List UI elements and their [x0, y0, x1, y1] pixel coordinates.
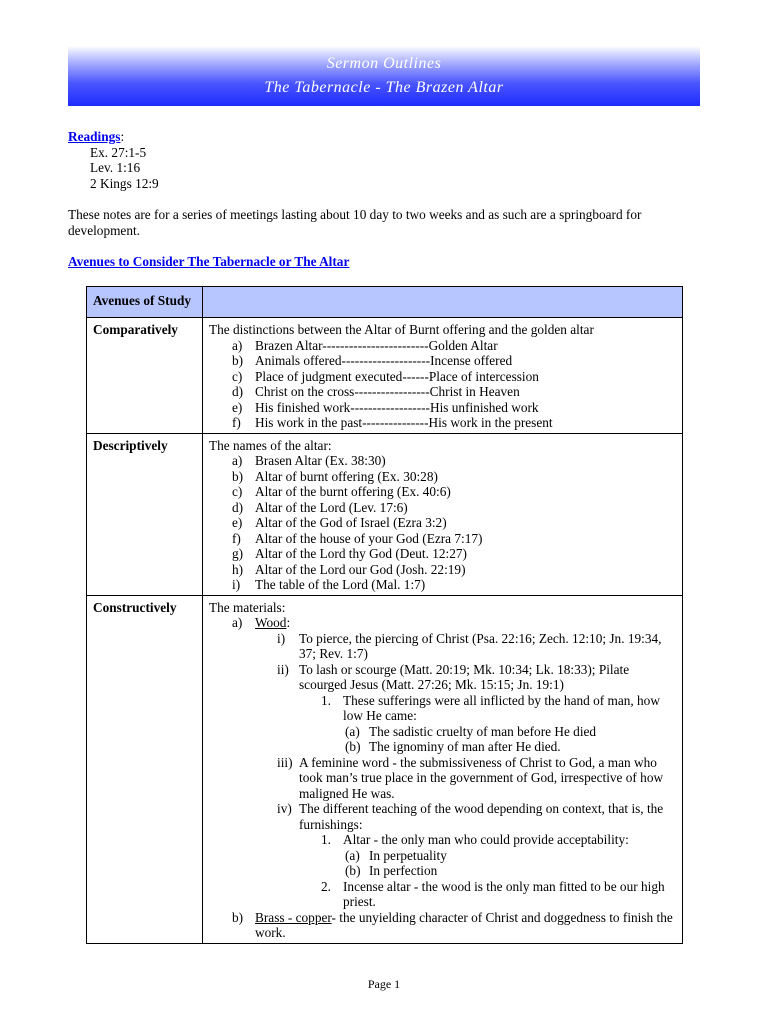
list-item [209, 484, 676, 500]
descriptively-intro: The names of the altar: [209, 437, 332, 453]
list-item [209, 400, 676, 416]
row-content-constructively: The materials: a) Wood: i) To pierce, the piercing of Christ (Psa. 22:16; Zech. 12:10; Jn. 19:34, 37; Rev. 1:7) ii) To lash or scourge (Matt. 20:19; Mk. 10:34; Lk. 18:33); Pilate scourged Jesus (Matt. 27:26; Mk. 15:15; Jn. 19:1) 1. These sufferings were all inflicted by the hand of man, how low He came: (a) The sadistic cruelty of man before He died (b) The ignominy of man after He died. iii) A feminine word - the submissiveness of Christ to God, a man who took man’s true place in the government of God, irrespective of how maligned He was. iv) The different teaching of the wood depending on context, that is, the furnishings: 1. Altar - the only man who could provide acceptability: (a) In perpetuality (b) In perfection 2. Incense altar - the wood is the only man fitted to be our high priest. b) Brass - copper- the unyielding character of Christ and doggedness to finish the work. [203, 595, 683, 943]
readings-link[interactable]: Readings [68, 129, 121, 144]
readings-section [68, 129, 159, 191]
list-item-text: Altar of the Lord our God (Josh. 22:19) [255, 561, 466, 577]
list-item-text: Altar of burnt offering (Ex. 30:28) [255, 468, 438, 484]
list-item [209, 562, 676, 578]
table-header-row [87, 287, 683, 318]
wood-point-ii-1b: The ignominy of man after He died. [369, 739, 561, 754]
list-item [209, 546, 676, 562]
list-marker: i) [232, 577, 241, 592]
header-cell-avenues: Avenues of Study [87, 287, 203, 318]
list-marker: b) [232, 353, 244, 368]
list-marker: a) [232, 453, 243, 468]
list-marker: (b) [345, 739, 361, 754]
wood-point-iv-1: Altar - the only man who could provide acceptability: [343, 832, 629, 847]
comparatively-intro: The distinctions between the Altar of Burnt offering and the golden altar [209, 322, 594, 337]
page-banner [68, 46, 700, 106]
list-marker: e) [232, 399, 243, 415]
list-marker: c) [232, 484, 243, 499]
list-marker: 1. [321, 692, 331, 708]
wood-point-i: To pierce, the piercing of Christ (Psa. 22:16; Zech. 12:10; Jn. 19:34, 37; Rev. 1:7) [299, 630, 662, 661]
descriptively-list [209, 453, 676, 593]
list-marker: f) [232, 415, 241, 430]
list-item [209, 415, 676, 431]
row-content-descriptively [203, 433, 683, 595]
list-marker: g) [232, 546, 244, 561]
wood-title: Wood [255, 615, 287, 630]
banner-title: Sermon Outlines [326, 55, 442, 72]
page-number: Page 1 [367, 977, 401, 991]
header-cell-empty [203, 287, 683, 318]
list-marker: e) [232, 515, 243, 530]
row-content-comparatively [203, 318, 683, 434]
row-label-constructively: Constructively [87, 595, 203, 943]
avenues-table [86, 286, 683, 944]
list-marker: 2. [321, 878, 331, 894]
constructively-intro: The materials: [209, 599, 286, 615]
list-marker: f) [232, 530, 241, 546]
wood-point-iv-1a: In perpetuality [369, 847, 447, 863]
list-marker: c) [232, 368, 243, 384]
list-item-text: Altar of the God of Israel (Ezra 3:2) [255, 515, 447, 530]
list-item-text: Altar of the Lord (Lev. 17:6) [255, 499, 408, 515]
list-marker: i) [277, 630, 286, 646]
readings-colon: : [120, 129, 125, 144]
wood-point-iii: A feminine word - the submissiveness of Christ to God, a man who took man’s true place in the government of God, irrespective of how maligned He was. [299, 754, 664, 801]
list-marker: iii) [277, 754, 293, 770]
list-item [209, 500, 676, 516]
list-item [209, 515, 676, 531]
wood-point-ii-1: These sufferings were all inflicted by the hand of man, how low He came: [343, 692, 660, 723]
list-item [209, 577, 676, 593]
list-item-text: Place of judgment executed------Place of intercession [255, 368, 539, 384]
list-item-text: His finished work------------------His unfinished work [255, 399, 539, 415]
table-row-constructively [87, 595, 683, 943]
reading-item: 2 Kings 12:9 [90, 175, 159, 191]
list-item-text: The table of the Lord (Mal. 1:7) [255, 577, 426, 592]
list-marker: a) [232, 337, 243, 353]
list-marker: d) [232, 384, 244, 399]
list-item-text: Brazen Altar------------------------Golden Altar [255, 337, 498, 353]
wood-point-iv-1b: In perfection [369, 863, 438, 878]
list-marker: b) [232, 909, 244, 925]
list-item-text: Altar of the Lord thy God (Deut. 12:27) [255, 546, 467, 561]
list-item [209, 453, 676, 469]
table-row-comparatively [87, 318, 683, 434]
list-marker: 1. [321, 832, 331, 847]
brass-title: Brass - copper [255, 909, 332, 925]
table-row-descriptively [87, 433, 683, 595]
banner-subtitle: The Tabernacle - The Brazen Altar [264, 79, 504, 96]
list-item [209, 384, 676, 400]
list-item [209, 369, 676, 385]
list-item-text: Altar of the house of your God (Ezra 7:17) [255, 530, 483, 546]
list-marker: b) [232, 468, 244, 484]
list-marker: (a) [345, 723, 360, 739]
wood-point-ii: To lash or scourge (Matt. 20:19; Mk. 10:34; Lk. 18:33); Pilate scourged Jesus (Matt. 27:26; Mk. 15:15; Jn. 19:1) [299, 661, 630, 692]
list-item-text: Animals offered--------------------Incense offered [255, 353, 513, 368]
list-marker: d) [232, 499, 244, 515]
list-marker: a) [232, 615, 243, 630]
list-item-text: Brasen Altar (Ex. 38:30) [255, 453, 386, 468]
reading-item: Lev. 1:16 [90, 160, 141, 175]
list-item [209, 469, 676, 485]
list-marker: h) [232, 561, 244, 577]
list-item [209, 531, 676, 547]
intro-paragraph: These notes are for a series of meetings lasting about 10 day to two weeks and as such are a springboard for development. [68, 207, 642, 238]
wood-point-iv-2: Incense altar - the wood is the only man fitted to be our high priest. [343, 878, 665, 909]
list-marker: iv) [277, 801, 292, 816]
list-item-text: Christ on the cross-----------------Christ in Heaven [255, 384, 520, 399]
row-label-comparatively: Comparatively [87, 318, 203, 434]
comparatively-list [209, 338, 676, 431]
list-item [209, 338, 676, 354]
list-marker: (a) [345, 847, 360, 863]
wood-point-ii-1a: The sadistic cruelty of man before He died [369, 723, 597, 739]
list-marker: ii) [277, 661, 289, 677]
reading-item: Ex. 27:1-5 [90, 144, 147, 160]
list-item-text: Altar of the burnt offering (Ex. 40:6) [255, 484, 451, 499]
row-label-descriptively: Descriptively [87, 433, 203, 595]
list-item [209, 353, 676, 369]
list-marker: (b) [345, 863, 361, 878]
brass-text: - the unyielding character of Christ and doggedness to finish the work. [255, 909, 673, 940]
avenues-link[interactable]: Avenues to Consider The Tabernacle or The Altar [68, 254, 350, 269]
list-item-text: His work in the past---------------His work in the present [255, 415, 553, 430]
wood-point-iv: The different teaching of the wood depending on context, that is, the furnishings: [299, 801, 664, 832]
